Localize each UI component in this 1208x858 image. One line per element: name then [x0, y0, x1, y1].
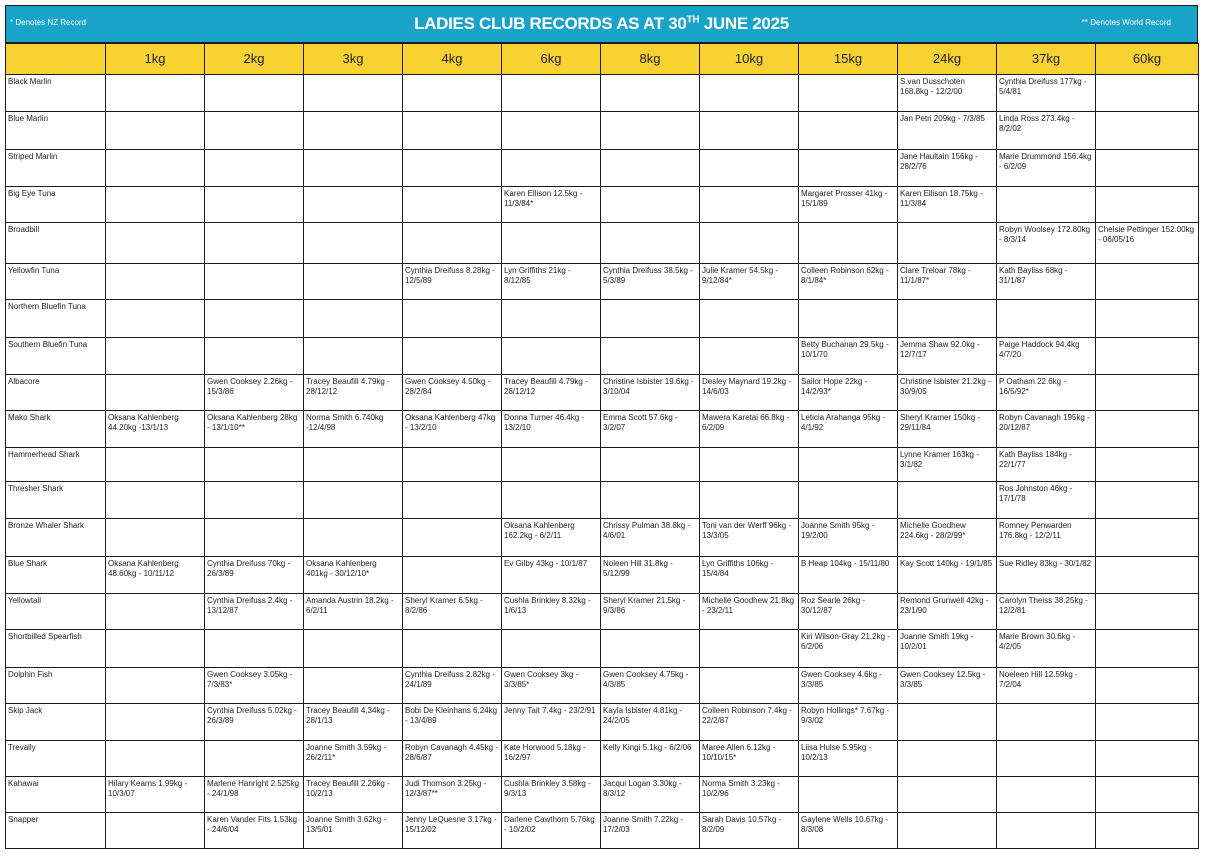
record-cell: [700, 187, 799, 223]
record-cell: Karen Vander Fits 1.53kg - 24/6/04: [205, 813, 304, 849]
record-cell: [106, 704, 205, 741]
record-cell: [1096, 519, 1199, 557]
record-cell: Emma Scott 57.6kg - 3/2/07: [601, 411, 700, 448]
record-cell: [700, 338, 799, 375]
record-cell: [304, 187, 403, 223]
record-cell: Norma Smith 3.23kg - 10/2/96: [700, 777, 799, 813]
table-row: [6, 668, 1199, 704]
table-row: [6, 75, 1199, 112]
column-header-37kg: 37kg: [997, 44, 1096, 75]
record-cell: [403, 75, 502, 112]
record-cell: Oksana Kahlenberg 401kg - 30/12/10*: [304, 557, 403, 594]
record-cell: Tracey Beaufill 4.79kg - 28/12/12: [502, 375, 601, 411]
record-cell: [205, 338, 304, 375]
record-cell: [898, 223, 997, 264]
record-cell: Cynthia Dreifuss 38.5kg - 5/3/89: [601, 264, 700, 300]
record-cell: [1096, 813, 1199, 849]
record-cell: Oksana Kahlenberg 162.2kg - 6/2/11: [502, 519, 601, 557]
record-cell: Sheryl Kramer 150kg - 29/11/84: [898, 411, 997, 448]
column-header-6kg: 6kg: [502, 44, 601, 75]
record-cell: [205, 112, 304, 150]
record-cell: [601, 630, 700, 668]
record-cell: Jane Haultain 156kg - 28/2/76: [898, 150, 997, 187]
table-row: [6, 223, 1199, 264]
record-cell: [601, 223, 700, 264]
record-cell: [106, 375, 205, 411]
record-cell: [799, 482, 898, 519]
record-cell: [106, 264, 205, 300]
record-cell: [1096, 777, 1199, 813]
records-body: [6, 75, 1199, 849]
record-cell: Marie Drummond 156.4kg - 6/2/09: [997, 150, 1096, 187]
record-cell: [205, 741, 304, 777]
species-label: Yellowfin Tuna: [6, 264, 106, 300]
table-row: [6, 813, 1199, 849]
table-row: [6, 375, 1199, 411]
record-cell: Sailor Hope 22kg - 14/2/93*: [799, 375, 898, 411]
species-label: Trevally: [6, 741, 106, 777]
record-cell: [403, 112, 502, 150]
record-cell: Oksana Kahlenberg 28kg - 13/1/10**: [205, 411, 304, 448]
record-cell: Gwen Cooksey 4.50kg - 28/2/84: [403, 375, 502, 411]
species-label: Big Eye Tuna: [6, 187, 106, 223]
record-cell: [106, 187, 205, 223]
species-label: Shortbilled Spearfish: [6, 630, 106, 668]
record-cell: [1096, 482, 1199, 519]
record-cell: Cynthia Dreifuss 5.02kg - 26/3/89: [205, 704, 304, 741]
record-cell: Maree Allen 6.12kg - 10/10/15*: [700, 741, 799, 777]
record-cell: Remond Grunwell 42kg - 23/1/90: [898, 594, 997, 630]
title-superscript: TH: [686, 14, 700, 26]
record-cell: [403, 557, 502, 594]
species-label: Dolphin Fish: [6, 668, 106, 704]
record-cell: [1096, 668, 1199, 704]
record-cell: Tracey Beaufill 2.26kg - 10/2/13: [304, 777, 403, 813]
record-cell: [898, 813, 997, 849]
record-cell: Robyn Cavanagh 195kg - 20/12/87: [997, 411, 1096, 448]
record-cell: [1096, 187, 1199, 223]
record-cell: Kath Bayliss 68kg - 31/1/87: [997, 264, 1096, 300]
record-cell: Robyn Hollings* 7.67kg - 9/3/02: [799, 704, 898, 741]
column-header-24kg: 24kg: [898, 44, 997, 75]
record-cell: Michelle Goodhew 224.6kg - 28/2/99*: [898, 519, 997, 557]
record-cell: [106, 741, 205, 777]
record-cell: [601, 150, 700, 187]
record-cell: Michelle Goodhew 21.8kg - 23/2/11: [700, 594, 799, 630]
record-cell: Sheryl Kramer 21.5kg - 9/3/86: [601, 594, 700, 630]
record-cell: [403, 223, 502, 264]
record-cell: Noleen Hill 31.8kg - 5/12/99: [601, 557, 700, 594]
record-cell: Jenny LeQuesne 3.17kg - 15/12/02: [403, 813, 502, 849]
record-cell: [601, 300, 700, 338]
table-row: [6, 777, 1199, 813]
record-cell: Ev Gilby 43kg - 10/1/87: [502, 557, 601, 594]
record-cell: Roz Searle 26kg - 30/12/87: [799, 594, 898, 630]
record-cell: [1096, 557, 1199, 594]
world-record-note: ** Denotes World Record: [1081, 18, 1171, 27]
record-cell: P Oatham 22.6kg - 16/5/92*: [997, 375, 1096, 411]
record-cell: [898, 482, 997, 519]
record-cell: [304, 75, 403, 112]
record-cell: Gwen Cooksey 3kg - 3/3/85*: [502, 668, 601, 704]
record-cell: Oksana Kahlenberg 48.60kg - 10/11/12: [106, 557, 205, 594]
record-cell: Oksana Kahlenberg 47kg - 13/2/10: [403, 411, 502, 448]
record-cell: Joanne Smith 3.62kg - 13/5/01: [304, 813, 403, 849]
record-cell: [898, 777, 997, 813]
record-cell: Ros Johnston 46kg - 17/1/78: [997, 482, 1096, 519]
record-cell: Mawera Karetai 66.8kg - 6/2/09: [700, 411, 799, 448]
corner-cell: [6, 44, 106, 75]
record-cell: Kayla Isbister 4.81kg - 24/2/05: [601, 704, 700, 741]
record-cell: Gwen Cooksey 2.26kg - 15/3/86: [205, 375, 304, 411]
record-cell: [106, 813, 205, 849]
record-cell: [997, 704, 1096, 741]
record-cell: [601, 75, 700, 112]
record-cell: Amanda Austrin 18.2kg - 6/2/11: [304, 594, 403, 630]
record-cell: Gwen Cooksey 4.6kg - 3/3/85: [799, 668, 898, 704]
record-cell: [799, 777, 898, 813]
record-cell: [997, 741, 1096, 777]
record-cell: Paige Haddock 94.4kg 4/7/20: [997, 338, 1096, 375]
record-cell: Liisa Hulse 5.95kg - 10/2/13: [799, 741, 898, 777]
record-cell: Robyn Woolsey 172.80kg - 8/3/14: [997, 223, 1096, 264]
record-cell: [304, 448, 403, 482]
column-header-2kg: 2kg: [205, 44, 304, 75]
record-cell: [997, 300, 1096, 338]
record-cell: [106, 75, 205, 112]
record-cell: [1096, 300, 1199, 338]
record-cell: Joanne Smith 3.59kg - 26/2/11*: [304, 741, 403, 777]
record-cell: [799, 448, 898, 482]
record-cell: [106, 223, 205, 264]
record-cell: Marie Brown 30.6kg - 4/2/05: [997, 630, 1096, 668]
record-cell: [502, 75, 601, 112]
record-cell: [1096, 338, 1199, 375]
record-cell: [304, 630, 403, 668]
header-row: [6, 44, 1199, 75]
record-cell: Kate Horwood 5.18kg - 16/2/97: [502, 741, 601, 777]
record-cell: [601, 448, 700, 482]
title-bar: [5, 5, 1198, 43]
record-cell: S.van Dusschoten 168.8kg - 12/2/00: [898, 75, 997, 112]
record-cell: Karen Ellison 18.75kg - 11/3/84: [898, 187, 997, 223]
record-cell: B Heap 104kg - 15/11/80: [799, 557, 898, 594]
record-cell: Jan Petri 209kg - 7/3/85: [898, 112, 997, 150]
record-cell: Noeleen Hill 12.59kg - 7/2/04: [997, 668, 1096, 704]
table-row: [6, 630, 1199, 668]
record-cell: Cynthia Dreifuss 177kg - 5/4/81: [997, 75, 1096, 112]
record-cell: [304, 150, 403, 187]
record-cell: [106, 112, 205, 150]
record-cell: [502, 150, 601, 187]
table-row: [6, 519, 1199, 557]
record-cell: [106, 519, 205, 557]
records-page: [5, 5, 1198, 849]
record-cell: [106, 338, 205, 375]
species-label: Mako Shark: [6, 411, 106, 448]
record-cell: [898, 704, 997, 741]
record-cell: [205, 630, 304, 668]
record-cell: Gaylene Wells 10.67kg - 8/3/08: [799, 813, 898, 849]
record-cell: Margaret Prosser 41kg - 15/1/89: [799, 187, 898, 223]
record-cell: [1096, 264, 1199, 300]
record-cell: [601, 112, 700, 150]
column-header-8kg: 8kg: [601, 44, 700, 75]
record-cell: [700, 223, 799, 264]
record-cell: [205, 223, 304, 264]
table-row: [6, 150, 1199, 187]
species-label: Blue Shark: [6, 557, 106, 594]
record-cell: [601, 482, 700, 519]
record-cell: [997, 777, 1096, 813]
record-cell: [700, 630, 799, 668]
record-cell: [799, 150, 898, 187]
record-cell: [205, 264, 304, 300]
record-cell: Clare Treloar 78kg - 11/1/87*: [898, 264, 997, 300]
species-label: Hammerhead Shark: [6, 448, 106, 482]
record-cell: [403, 448, 502, 482]
record-cell: [502, 300, 601, 338]
record-cell: [601, 338, 700, 375]
species-label: Albacore: [6, 375, 106, 411]
record-cell: Chelsie Pettinger 152.00kg - 06/05/16: [1096, 223, 1199, 264]
record-cell: [205, 448, 304, 482]
record-cell: [502, 482, 601, 519]
species-label: Skip Jack: [6, 704, 106, 741]
record-cell: [1096, 75, 1199, 112]
record-cell: [304, 264, 403, 300]
record-cell: Cynthia Dreifuss 2.4kg - 13/12/87: [205, 594, 304, 630]
record-cell: Lyn Griffiths 106kg - 15/4/84: [700, 557, 799, 594]
record-cell: [799, 112, 898, 150]
record-cell: [106, 630, 205, 668]
record-cell: Leticia Arahanga 95kg - 4/1/92: [799, 411, 898, 448]
record-cell: Kay Scott 140kg - 19/1/85: [898, 557, 997, 594]
table-row: [6, 594, 1199, 630]
table-row: [6, 704, 1199, 741]
record-cell: [700, 482, 799, 519]
table-row: [6, 448, 1199, 482]
record-cell: [700, 75, 799, 112]
record-cell: [799, 75, 898, 112]
record-cell: [304, 338, 403, 375]
record-cell: Hilary Kearns 1.99kg - 10/3/07: [106, 777, 205, 813]
record-cell: [502, 223, 601, 264]
record-cell: Tracey Beaufill 4.79kg - 28/12/12: [304, 375, 403, 411]
record-cell: Tracey Beaufill 4.34kg - 28/1/13: [304, 704, 403, 741]
table-row: [6, 741, 1199, 777]
record-cell: [205, 150, 304, 187]
record-cell: [502, 630, 601, 668]
record-cell: [304, 300, 403, 338]
record-cell: Joanne Smith 19kg - 10/2/01: [898, 630, 997, 668]
record-cell: [700, 112, 799, 150]
record-cell: Gwen Cooksey 3.05kg - 7/3/83*: [205, 668, 304, 704]
record-cell: [1096, 448, 1199, 482]
species-label: Southern Bluefin Tuna: [6, 338, 106, 375]
record-cell: Chrissy Pulman 38.8kg - 4/6/01: [601, 519, 700, 557]
record-cell: [304, 112, 403, 150]
record-cell: [898, 741, 997, 777]
record-cell: Karen Ellison 12.5kg - 11/3/84*: [502, 187, 601, 223]
table-row: [6, 187, 1199, 223]
record-cell: Linda Ross 273.4kg - 8/2/02: [997, 112, 1096, 150]
species-label: Thresher Shark: [6, 482, 106, 519]
record-cell: Cushla Brinkley 3.58kg - 9/3/13: [502, 777, 601, 813]
record-cell: [106, 448, 205, 482]
record-cell: Lyn Griffiths 21kg - 8/12/85: [502, 264, 601, 300]
record-cell: Kelly Kingi 5.1kg - 6/2/06: [601, 741, 700, 777]
species-label: Snapper: [6, 813, 106, 849]
record-cell: [1096, 411, 1199, 448]
record-cell: [205, 75, 304, 112]
record-cell: Norma Smith 6.740kg -12/4/98: [304, 411, 403, 448]
page-title: [6, 14, 1197, 34]
record-cell: Donna Turner 46.4kg - 13/2/10: [502, 411, 601, 448]
record-cell: [700, 300, 799, 338]
record-cell: [1096, 594, 1199, 630]
record-cell: [700, 668, 799, 704]
record-cell: Robyn Cavanagh 4.45kg - 28/6/87: [403, 741, 502, 777]
record-cell: [106, 668, 205, 704]
record-cell: Jacqui Logan 3.30kg - 8/3/12: [601, 777, 700, 813]
record-cell: Joanne Smith 7.22kg - 17/2/03: [601, 813, 700, 849]
record-cell: [304, 482, 403, 519]
record-cell: [898, 300, 997, 338]
record-cell: [205, 187, 304, 223]
record-cell: Cynthia Dreifuss 8.28kg - 12/5/89: [403, 264, 502, 300]
species-label: Kahawai: [6, 777, 106, 813]
record-cell: Kath Bayliss 184kg - 22/1/77: [997, 448, 1096, 482]
species-label: Yellowtail: [6, 594, 106, 630]
table-row: [6, 338, 1199, 375]
record-cell: [106, 482, 205, 519]
records-table: [5, 43, 1199, 849]
record-cell: [106, 300, 205, 338]
title-text: LADIES CLUB RECORDS AS AT 30: [414, 14, 687, 33]
record-cell: Lynne Kramer 163kg - 3/1/82: [898, 448, 997, 482]
column-header-10kg: 10kg: [700, 44, 799, 75]
species-label: Northern Bluefin Tuna: [6, 300, 106, 338]
record-cell: [403, 519, 502, 557]
title-date: JUNE 2025: [699, 14, 789, 33]
record-cell: Marlene Hanright 2.525kg - 24/1/98: [205, 777, 304, 813]
species-label: Broadbill: [6, 223, 106, 264]
record-cell: Gwen Cooksey 12.5kg - 3/3/85: [898, 668, 997, 704]
record-cell: [700, 448, 799, 482]
record-cell: Oksana Kahlenberg 44.20kg -13/1/13: [106, 411, 205, 448]
record-cell: Cynthia Dreifuss 70kg - 26/3/89: [205, 557, 304, 594]
record-cell: [403, 482, 502, 519]
record-cell: [106, 594, 205, 630]
column-header-60kg: 60kg: [1096, 44, 1199, 75]
record-cell: [1096, 375, 1199, 411]
record-cell: [799, 300, 898, 338]
table-row: [6, 482, 1199, 519]
record-cell: Sarah Davis 10.57kg - 8/2/09: [700, 813, 799, 849]
column-header-1kg: 1kg: [106, 44, 205, 75]
record-cell: [205, 519, 304, 557]
record-cell: Colleen Robinson 62kg - 8/1/84*: [799, 264, 898, 300]
record-cell: Carolyn Theiss 38.25kg - 12/2/81: [997, 594, 1096, 630]
species-label: Bronze Whaler Shark: [6, 519, 106, 557]
record-cell: [403, 338, 502, 375]
record-cell: [106, 150, 205, 187]
record-cell: Christine Isbister 19.6kg - 3/10/04: [601, 375, 700, 411]
table-row: [6, 264, 1199, 300]
record-cell: Kiri Wilson-Gray 21.2kg - 6/2/06: [799, 630, 898, 668]
record-cell: Joanne Smith 95kg - 19/2/00: [799, 519, 898, 557]
column-header-3kg: 3kg: [304, 44, 403, 75]
table-row: [6, 557, 1199, 594]
column-header-15kg: 15kg: [799, 44, 898, 75]
record-cell: [403, 630, 502, 668]
record-cell: [502, 338, 601, 375]
record-cell: Gwen Cooksey 4.75kg - 4/3/85: [601, 668, 700, 704]
record-cell: Jemma Shaw 92.0kg - 12/7/17: [898, 338, 997, 375]
record-cell: Bobi De Kleinhans 6.24kg - 13/4/89: [403, 704, 502, 741]
species-label: Blue Marlin: [6, 112, 106, 150]
record-cell: Sue Ridley 83kg - 30/1/82: [997, 557, 1096, 594]
record-cell: Christine Isbister 21.2kg - 30/9/05: [898, 375, 997, 411]
record-cell: Colleen Robinson 7.4kg - 22/2/87: [700, 704, 799, 741]
record-cell: Romney Penwarden 176.8kg - 12/2/11: [997, 519, 1096, 557]
record-cell: [1096, 704, 1199, 741]
record-cell: [502, 448, 601, 482]
record-cell: Toni van der Werff 96kg - 13/3/05: [700, 519, 799, 557]
record-cell: Betty Buchanan 29.5kg - 10/1/70: [799, 338, 898, 375]
table-row: [6, 300, 1199, 338]
record-cell: Darlene Cawthorn 5.76kg - 10/2/02: [502, 813, 601, 849]
record-cell: [403, 300, 502, 338]
record-cell: Judi Thomson 3.25kg - 12/3/87**: [403, 777, 502, 813]
species-label: Striped Marlin: [6, 150, 106, 187]
species-label: Black Marlin: [6, 75, 106, 112]
record-cell: Cynthia Dreifuss 2.82kg - 24/1/89: [403, 668, 502, 704]
record-cell: [502, 112, 601, 150]
record-cell: [304, 668, 403, 704]
record-cell: Sheryl Kramer 6.5kg - 8/2/86: [403, 594, 502, 630]
column-header-4kg: 4kg: [403, 44, 502, 75]
record-cell: [403, 187, 502, 223]
record-cell: [1096, 630, 1199, 668]
record-cell: [205, 300, 304, 338]
record-cell: Desley Maynard 19.2kg - 14/6/03: [700, 375, 799, 411]
record-cell: Julie Kramer 54.5kg - 9/12/84*: [700, 264, 799, 300]
record-cell: [601, 187, 700, 223]
record-cell: [205, 482, 304, 519]
record-cell: [997, 187, 1096, 223]
record-cell: [1096, 150, 1199, 187]
record-cell: [799, 223, 898, 264]
record-cell: [997, 813, 1096, 849]
table-row: [6, 411, 1199, 448]
nz-record-note: * Denotes NZ Record: [10, 18, 87, 27]
table-row: [6, 112, 1199, 150]
record-cell: [1096, 741, 1199, 777]
record-cell: [700, 150, 799, 187]
record-cell: [403, 150, 502, 187]
record-cell: [304, 519, 403, 557]
record-cell: [304, 223, 403, 264]
record-cell: Jenny Tait 7.4kg - 23/2/91: [502, 704, 601, 741]
record-cell: [1096, 112, 1199, 150]
record-cell: Cushla Brinkley 8.32kg - 1/6/13: [502, 594, 601, 630]
